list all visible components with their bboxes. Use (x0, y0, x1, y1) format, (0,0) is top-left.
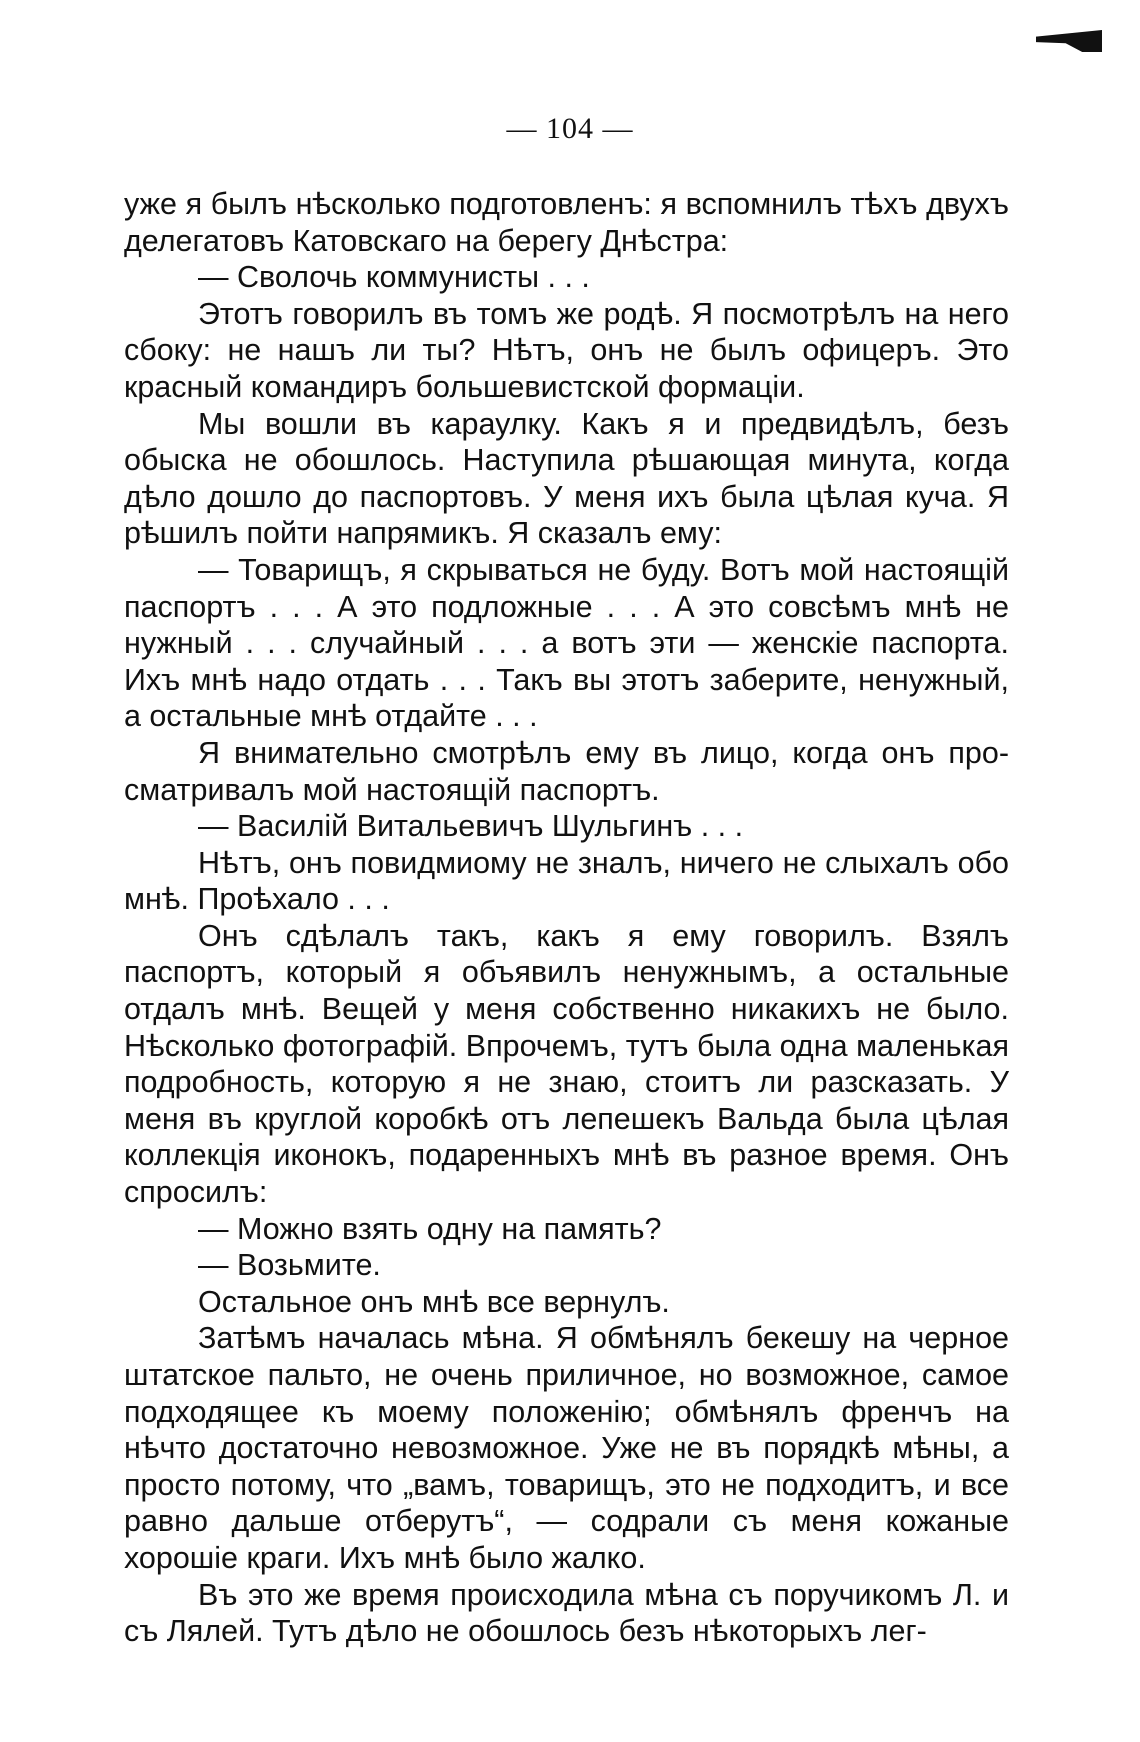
scan-artifact (1036, 30, 1102, 52)
paragraph: — Товарищъ, я скрываться не буду. Вотъ мой настоящій паспортъ . . . А это подложные . . . А это совсѣмъ мнѣ не нужный . . . случайный . . . а вотъ эти — женскіе паспорта. Ихъ мнѣ надо отдать . . . Такъ вы этотъ заберите, ненужный, а остальные мнѣ отдайте . . . (124, 552, 1009, 734)
paragraph: Нѣтъ, онъ повидмиому не зналъ, ничего не слыхалъ обо мнѣ. Проѣхало . . . (124, 845, 1009, 917)
paragraph: — Можно взять одну на память? (198, 1211, 662, 1246)
page-text (124, 186, 1009, 1650)
page-number: — 104 — (506, 112, 634, 145)
paragraph: Онъ сдѣлалъ такъ, какъ я ему говорилъ. Взялъ паспортъ, который я объявилъ ненужнымъ, а остальные отдалъ мнѣ. Вещей у меня собственно никакихъ не было. Нѣсколько фотографій. Впрочемъ, тутъ была одна маленькая подробность, которую я не знаю, стоитъ ли разсказать. У меня въ круглой коробкѣ отъ лепешекъ Вальда была цѣлая коллекція иконокъ, подаренныхъ мнѣ въ разное время. Онъ спросилъ: (124, 918, 1009, 1210)
paragraph: Остальное онъ мнѣ все вернулъ. (198, 1284, 670, 1319)
paragraph: Въ это же время происходила мѣна съ поручикомъ Л. и съ Лялей. Тутъ дѣло не обошлось безъ нѣкоторыхъ лег- (124, 1577, 1009, 1649)
paragraph: уже я былъ нѣсколько подготовленъ: я вспомнилъ тѣхъ двухъ делегатовъ Катовскаго на берегу Днѣстра: (124, 187, 1009, 258)
paragraph: Затѣмъ началась мѣна. Я обмѣнялъ бекешу на черное штатское пальто, не очень приличное, но возможное, самое подходящее къ моему положенію; обмѣнялъ френчъ на нѣчто достаточно невозможное. Уже не въ порядкѣ мѣны, а просто потому, что „вамъ, товарищъ, это не подходитъ, и все равно дальше отберутъ“, — содрали съ меня кожаные хорошіе краги. Ихъ мнѣ было жалко. (124, 1321, 1009, 1575)
paragraph: Я внимательно смотрѣлъ ему въ лицо, когда онъ просматривалъ мой настоящій паспортъ. (124, 735, 1009, 807)
paragraph: Этотъ говорилъ въ томъ же родѣ. Я посмотрѣлъ на него сбоку: не нашъ ли ты? Нѣтъ, онъ не былъ офицеръ. Это красный командиръ большевистской формаціи. (124, 296, 1009, 404)
paragraph: — Сволочь коммунисты . . . (198, 260, 590, 295)
paragraph: Мы вошли въ караулку. Какъ я и предвидѣлъ, безъ обыска не обошлось. Наступила рѣшающая минута, когда дѣло дошло до паспортовъ. У меня ихъ была цѣлая куча. Я рѣшилъ пойти напрямикъ. Я сказалъ ему: (124, 406, 1009, 551)
paragraph: — Возьмите. (198, 1248, 381, 1283)
paragraph: — Василій Витальевичъ Шульгинъ . . . (198, 809, 744, 844)
